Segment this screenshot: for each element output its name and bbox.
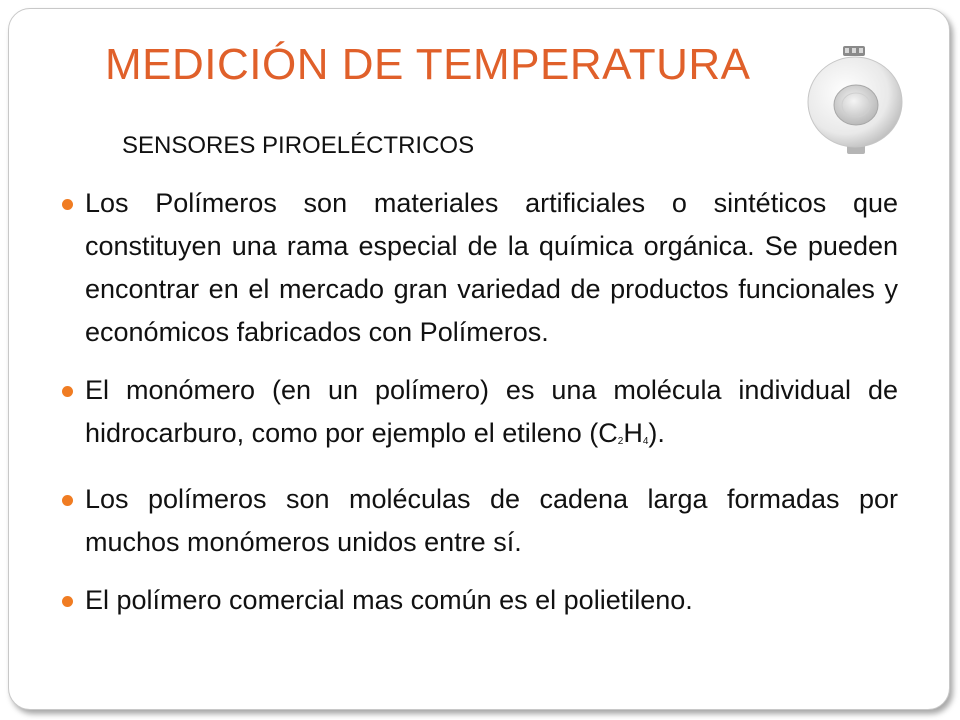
- bullet-text: Los polímeros son moléculas de cadena larga formadas por muchos monómeros unidos entre sí.: [85, 484, 898, 557]
- slide-title: MEDICIÓN DE TEMPERATURA: [105, 40, 751, 89]
- bullet-text: El monómero (en un polímero) es una molécula individual de hidrocarburo, como por ejemplo el etileno (C: [85, 375, 898, 448]
- bullet-text-end: ).: [648, 418, 665, 448]
- subscript: 4: [642, 436, 649, 447]
- bullet-item: [60, 182, 898, 354]
- bullet-text: Los Polímeros son materiales artificiales o sintéticos que constituyen una rama especial de la química orgánica. Se pueden encontrar en el mercado gran variedad de productos funcionales y económicos fabricados con Polímeros.: [85, 188, 898, 347]
- pir-sensor-image: [803, 44, 907, 158]
- bullet-item: [60, 579, 898, 622]
- bullet-list: [60, 182, 898, 637]
- bullet-item: [60, 478, 898, 564]
- bullet-icon: [62, 199, 73, 210]
- formula-letter: H: [623, 418, 643, 448]
- bullet-item: [60, 369, 898, 463]
- bullet-text: El polímero comercial mas común es el polietileno.: [85, 585, 693, 615]
- bullet-icon: [62, 495, 73, 506]
- subscript: 2: [617, 436, 624, 447]
- bullet-icon: [62, 386, 73, 397]
- slide-subtitle: SENSORES PIROELÉCTRICOS: [122, 132, 475, 159]
- bullet-icon: [62, 596, 73, 607]
